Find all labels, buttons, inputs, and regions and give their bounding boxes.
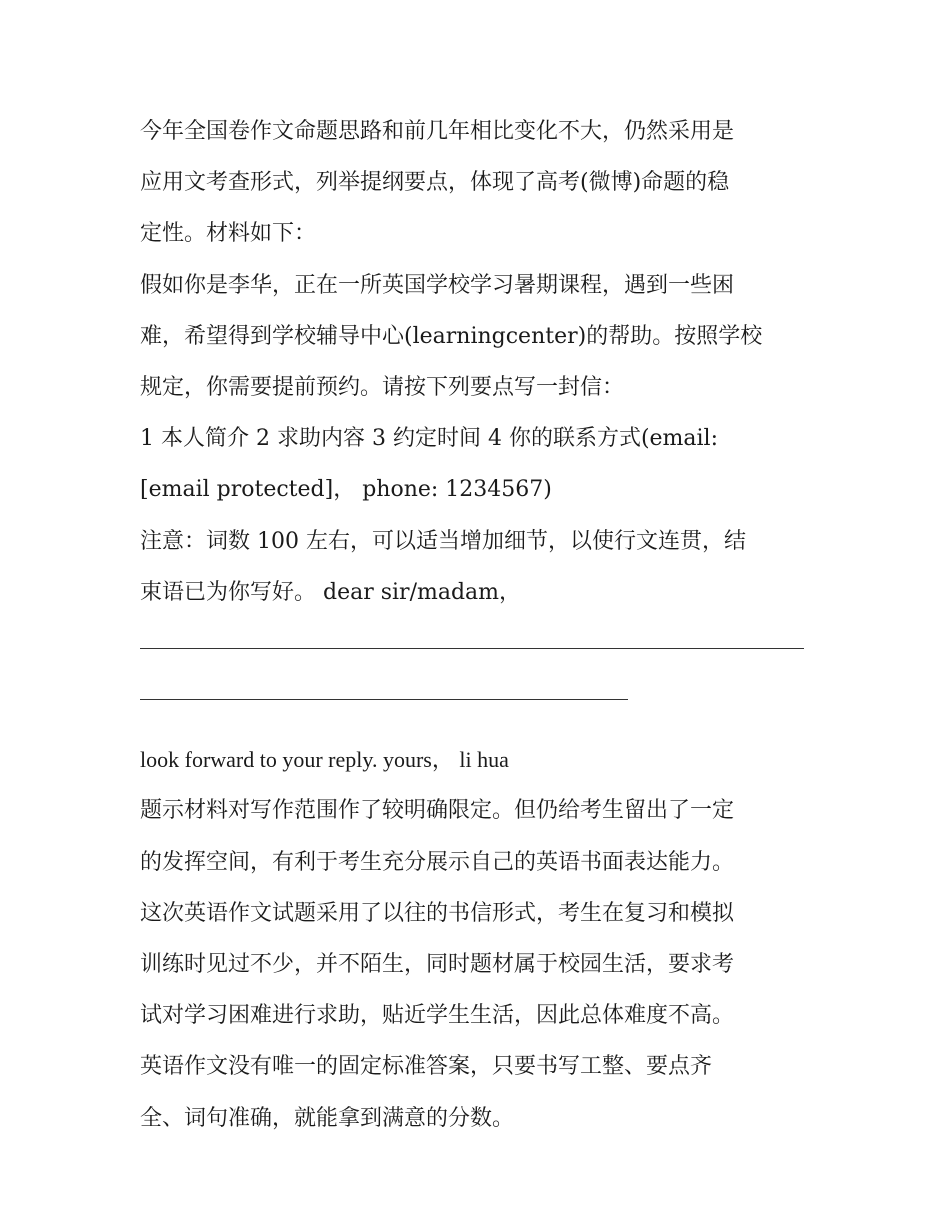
text-line: 今年全国卷作文命题思路和前几年相比变化不大，仍然采用是 [140, 119, 735, 144]
text-line: 注意：词数 100 左右，可以适当增加细节，以使行文连贯，结 [140, 528, 746, 554]
intro-paragraph [140, 106, 820, 260]
document-body [140, 106, 820, 1144]
text-line: 试对学习困难进行求助，贴近学生生活，因此总体难度不高。 [140, 1003, 735, 1029]
text-line: 英语作文没有唯一的固定标准答案，只要书写工整、要点齐 [140, 1054, 713, 1080]
text-line: 假如你是李华，正在一所英国学校学习暑期课程，遇到一些困 [140, 272, 735, 298]
text-line: 束语已为你写好。 dear sir/madam， [140, 579, 522, 605]
letter-closing: look forward to your reply. yours， li hua [140, 747, 509, 773]
task-paragraph [140, 260, 820, 618]
text-line: 规定，你需要提前预约。请按下列要点写一封信： [140, 374, 625, 400]
text-line: [email protected]， phone: 1234567) [140, 477, 552, 503]
writing-blank-line [140, 618, 820, 669]
text-line: 难，希望得到学校辅导中心(learningcenter)的帮助。按照学校 [140, 323, 763, 349]
text-line: 训练时见过不少，并不陌生，同时题材属于校园生活，要求考 [140, 952, 735, 977]
text-line: 题示材料对写作范围作了较明确限定。但仍给考生留出了一定 [140, 798, 735, 824]
text-line: 的发挥空间，有利于考生充分展示自己的英语书面表达能力。 [140, 849, 735, 875]
text-line: 全、词句准确，就能拿到满意的分数。 [140, 1105, 515, 1131]
text-line: 应用文考查形式，列举提纲要点，体现了高考(微博)命题的稳 [140, 170, 730, 196]
analysis-paragraph [140, 785, 820, 1143]
writing-blank-line [140, 669, 820, 720]
text-line: 1 本人简介 2 求助内容 3 约定时间 4 你的联系方式(email: [140, 426, 719, 452]
text-line: 这次英语作文试题采用了以往的书信形式，考生在复习和模拟 [140, 900, 735, 926]
text-line: 定性。材料如下： [140, 221, 317, 247]
